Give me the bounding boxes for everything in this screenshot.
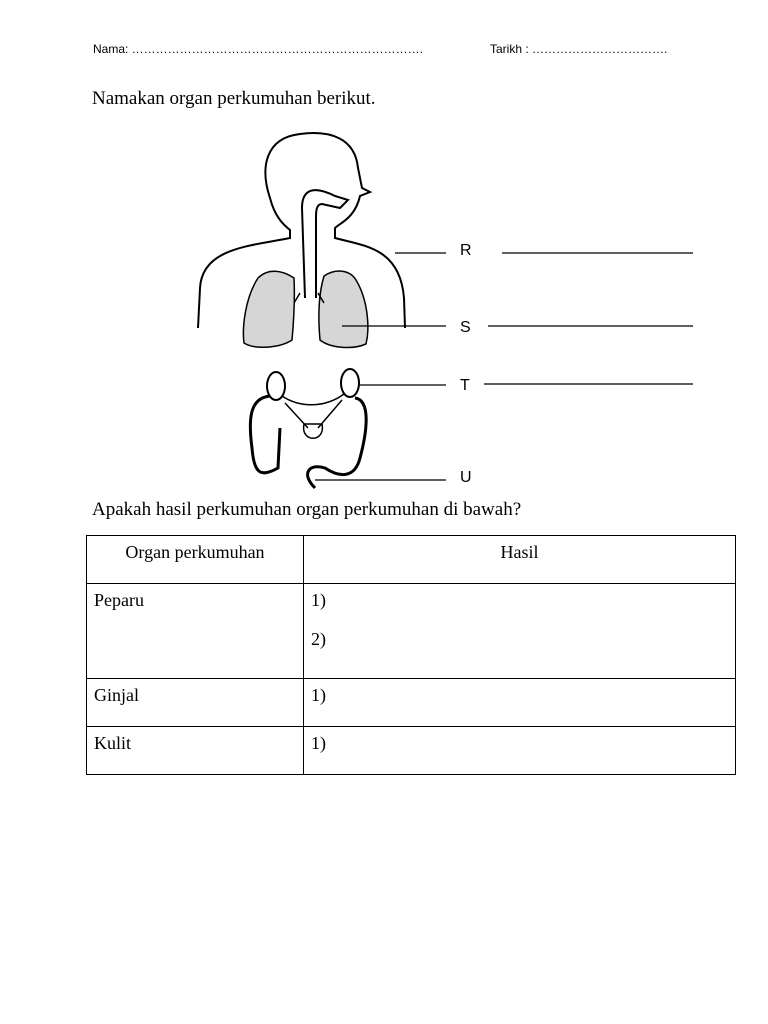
hasil-item: 1)	[311, 685, 326, 705]
table-row	[87, 584, 736, 679]
organ-cell: Ginjal	[87, 679, 304, 727]
organ-cell: Kulit	[87, 727, 304, 775]
hasil-cell[interactable]	[304, 679, 736, 727]
left-lung	[243, 271, 294, 347]
table-row	[87, 727, 736, 775]
hasil-item: 1)	[311, 590, 326, 610]
excretory-organs-diagram	[190, 128, 710, 498]
hasil-cell[interactable]	[304, 584, 736, 679]
right-kidney	[341, 369, 359, 397]
right-lung	[319, 271, 368, 347]
large-intestine	[250, 396, 366, 488]
label-u: U	[460, 469, 472, 486]
label-r: R	[460, 242, 472, 259]
hasil-item: 2)	[311, 629, 326, 649]
label-s: S	[460, 319, 471, 336]
label-t: T	[460, 377, 470, 394]
table-row	[87, 679, 736, 727]
nama-field[interactable]: Nama: ……………………………………………………………….	[93, 42, 424, 56]
table-header-row	[87, 536, 736, 584]
organ-cell: Peparu	[87, 584, 304, 679]
hasil-cell[interactable]	[304, 727, 736, 775]
question-2: Apakah hasil perkumuhan organ perkumuhan di bawah?	[92, 499, 522, 520]
header-hasil: Hasil	[304, 536, 736, 584]
header-organ: Organ perkumuhan	[87, 536, 304, 584]
hasil-item: 1)	[311, 733, 326, 753]
hasil-table	[86, 535, 736, 775]
question-1: Namakan organ perkumuhan berikut.	[92, 88, 376, 109]
tarikh-field[interactable]: Tarikh : …………………………….	[490, 42, 668, 56]
body-outline	[198, 133, 405, 328]
